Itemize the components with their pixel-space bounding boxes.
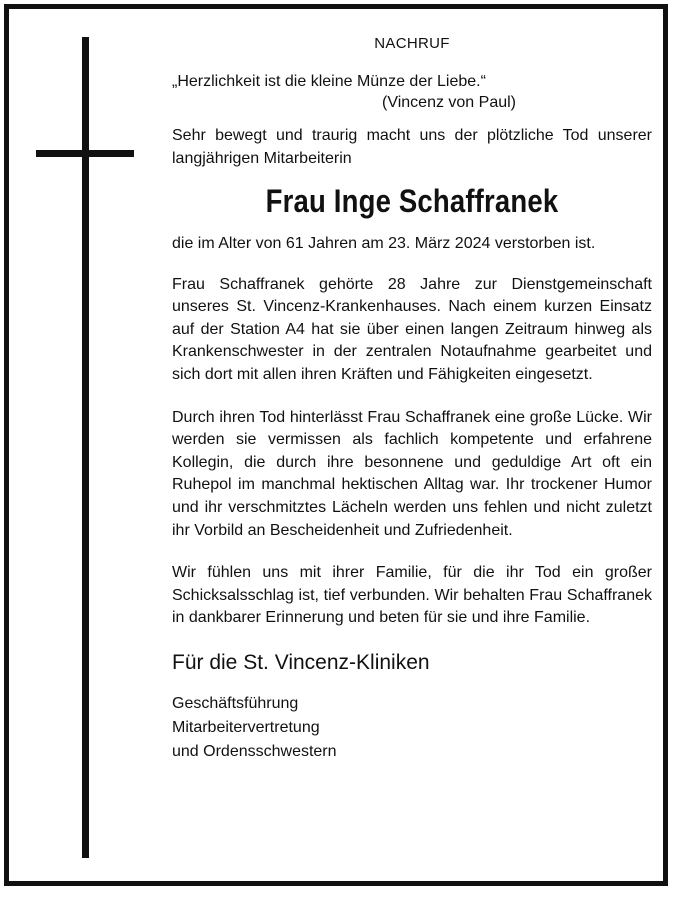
quote-text: „Herzlichkeit ist die kleine Münze der Liebe.“ <box>172 73 486 90</box>
obituary-content <box>172 35 652 764</box>
death-line: die im Alter von 61 Jahren am 23. März 2024 verstorben ist. <box>172 235 596 252</box>
deceased-name: Frau Inge Schaffranek <box>265 183 559 219</box>
cross-icon-vertical-bar <box>82 37 89 858</box>
paragraph-tribute: Durch ihren Tod hinterlässt Frau Schaffranek eine große Lücke. Wir werden sie vermissen als fachlich kompetente und erfahrene Kollegin, die durch ihre besonnene und geduldige Art oft ein Ruhepol im manchmal hektischen Alltag war. Ihr trockener Humor und ihr verschmitztes Lächeln werden uns fehlen und nicht zuletzt ihr Vorbild an Bescheidenheit und Zufriedenheit. <box>172 408 652 539</box>
signature-line: Mitarbeitervertretung <box>172 718 320 736</box>
cross-icon-horizontal-bar <box>36 150 134 157</box>
quote-author: (Vincenz von Paul) <box>382 94 516 111</box>
intro-text: Sehr bewegt und traurig macht uns der plötzliche Tod unserer langjährigen Mitarbeiterin <box>172 127 652 167</box>
signature-line: und Ordensschwestern <box>172 742 337 760</box>
paragraph-condolence: Wir fühlen uns mit ihrer Familie, für die ihr Tod ein großer Schicksalsschlag ist, tief verbunden. Wir behalten Frau Schaffranek in dankbarer Erinnerung und beten für sie und ihre Familie. <box>172 564 652 627</box>
notice-heading: NACHRUF <box>374 35 450 52</box>
signature-line: Geschäftsführung <box>172 694 299 712</box>
paragraph-career: Frau Schaffranek gehörte 28 Jahre zur Dienstgemeinschaft unseres St. Vincenz-Krankenhauses. Nach einem kurzen Einsatz auf der Station A4 hat sie über einen langen Zeitraum hinweg als Krankenschwester in der zentralen Notaufnahme gearbeitet und sich dort mit allen ihren Kräften und Fähigkeiten eingesetzt. <box>172 275 652 383</box>
signature-org: Für die St. Vincenz-Kliniken <box>172 650 430 674</box>
